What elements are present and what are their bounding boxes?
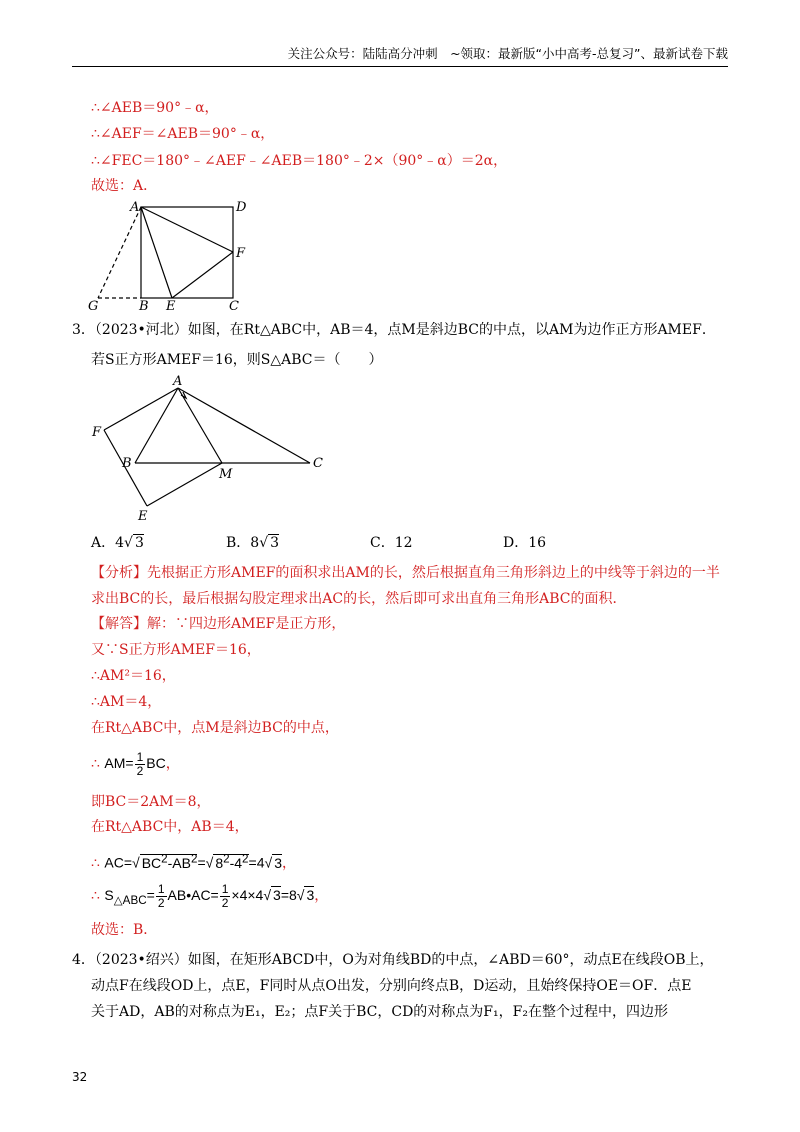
prev-solution-line-1: ∴∠AEB＝90°﹣α，	[91, 100, 219, 116]
page-header: 关注公众号：陆陆高分冲刺 ~领取：最新版“小中高考-总复习”、最新试卷下载	[72, 44, 728, 67]
fig3-label-a: A	[173, 374, 183, 389]
fig1-label-f: F	[236, 246, 246, 261]
prev-solution-line-3: ∴∠FEC＝180°﹣∠AEF﹣∠AEB＝180°﹣2×（90°﹣α）＝2α，	[91, 153, 508, 169]
choice-c[interactable]: C．12	[370, 535, 413, 551]
solution-answer: 故选：B．	[91, 922, 158, 938]
fig3-label-m: M	[219, 467, 233, 482]
q3-stem-line-2: 若S正方形AMEF＝16，则S△ABC＝（ ）	[91, 352, 383, 368]
choice-d[interactable]: D．16	[503, 535, 547, 551]
solution-line-7: 即BC＝2AM＝8，	[91, 794, 211, 810]
fig1-label-c: C	[229, 299, 239, 314]
fig1-label-g: G	[88, 299, 99, 314]
choice-b[interactable]: B．8√ 3	[226, 535, 280, 551]
q3-stem-line-1: 3．（2023•河北）如图，在Rt△ABC中，AB＝4，点M是斜边BC的中点，以AM为边作正方形AMEF．	[72, 322, 716, 338]
solution-formula-ac: ∴ AC=√ $BC^2-AB^2=√$ $8^2-4^2=4√$ 3，	[91, 852, 296, 872]
analysis-line-1: 【分析】先根据正方形AMEF的面积求出AM的长，然后根据直角三角形斜边上的中线等于斜边的一半	[91, 565, 720, 581]
fig3-label-b: B	[122, 456, 132, 471]
solution-line-3: ∴AM²＝16，	[91, 668, 176, 684]
q4-stem-line-1: 4．（2023•绍兴）如图，在矩形ABCD中，O为对角线BD的中点，∠ABD＝60°，动点E在线段OB上，	[72, 952, 714, 968]
fig1-label-e: E	[166, 299, 176, 314]
prev-answer: 故选：A．	[91, 178, 158, 194]
solution-formula-am: ∴ AM= $\frac{1}{2}$ BC，	[91, 749, 180, 778]
q4-stem-line-3: 关于AD，AB的对称点为E₁，E₂；点F关于BC，CD的对称点为F₁，F₂在整个过程中，四边形	[91, 1004, 668, 1020]
solution-line-2: 又∵S正方形AMEF＝16，	[91, 642, 261, 658]
q4-stem-line-2: 动点F在线段OD上，点E，F同时从点O出发，分别向终点B，D运动，且始终保持OE＝OF．点E	[91, 978, 692, 994]
choice-a[interactable]: A．4√ 3	[91, 535, 144, 551]
fig1-label-d: D	[236, 200, 247, 215]
solution-line-5: 在Rt△ABC中，点M是斜边BC的中点，	[91, 720, 339, 736]
solution-line-8: 在Rt△ABC中，AB＝4，	[91, 819, 249, 835]
analysis-line-2: 求出BC的长，最后根据勾股定理求出AC的长，然后即可求出直角三角形ABC的面积．	[91, 591, 627, 607]
solution-line-4: ∴AM＝4，	[91, 694, 162, 710]
solution-line-1: 【解答】解：∵四边形AMEF是正方形，	[91, 616, 346, 632]
fig3-label-e: E	[138, 509, 148, 524]
solution-formula-area: ∴ $S_{\triangle ABC}=$ $\frac{1}{2}$ AB•AC= $\frac{1}{2}$ ×4×4√ 3=8√ 3，	[91, 881, 329, 910]
fig3-label-f: F	[92, 425, 102, 440]
fig3-label-c: C	[313, 456, 323, 471]
fig1-label-a: A	[130, 200, 140, 215]
fig1-label-b: B	[139, 299, 149, 314]
page-number: 32	[72, 1070, 88, 1084]
prev-solution-line-2: ∴∠AEF＝∠AEB＝90°﹣α，	[91, 126, 275, 142]
